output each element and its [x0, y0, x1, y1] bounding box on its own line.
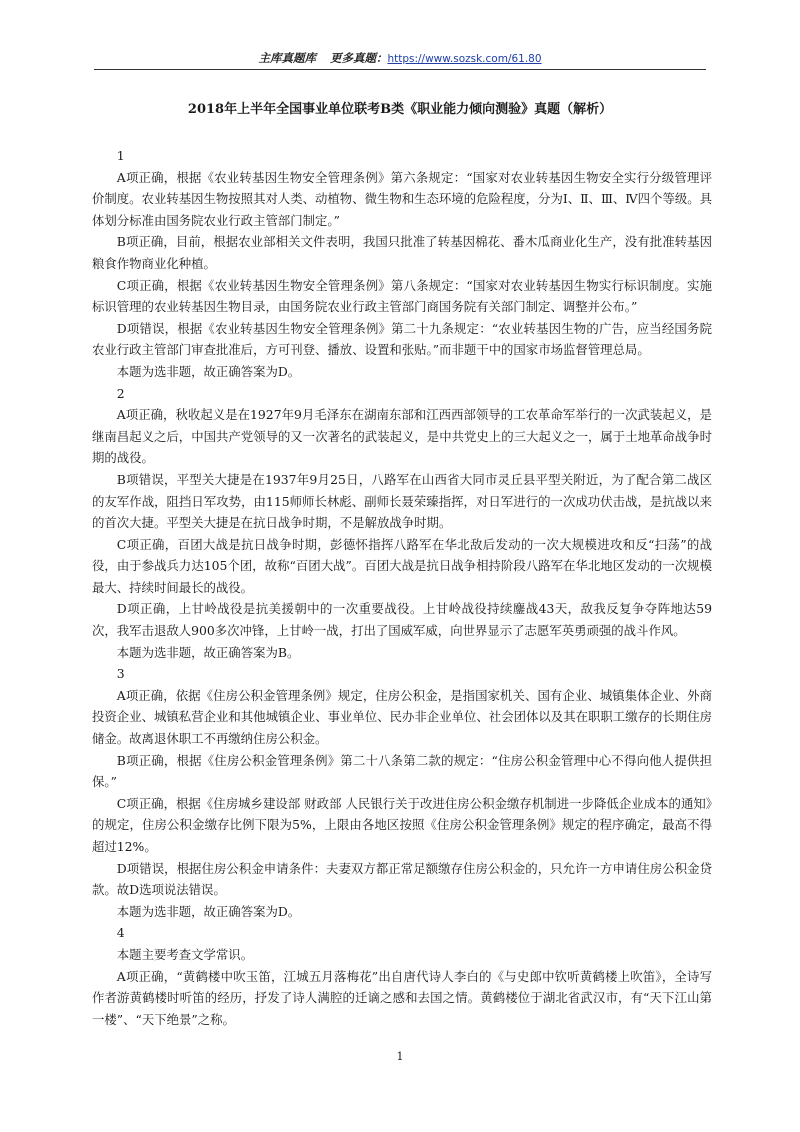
question-number: 1 — [116, 148, 125, 163]
answer-paragraph: D项正确，上甘岭战役是抗美援朝中的一次重要战役。上甘岭战役持续鏖战43天，敌我反复争夺阵地达59次，我军击退敌人900多次冲锋，上甘岭一战，打出了国威军威，向世界显示了志愿军英勇顽强的战斗作风。 — [92, 601, 712, 639]
answer-paragraph: A项正确，“黄鹤楼中吹玉笛，江城五月落梅花”出自唐代诗人李白的《与史郎中钦听黄鹤楼上吹笛》，全诗写作者游黄鹤楼时听笛的经历，抒发了诗人满腔的迁谪之感和去国之情。黄鹤楼位于湖北省武汉市，有“天下江山第一楼”、“天下绝景”之称。 — [92, 968, 712, 1027]
question-number: 2 — [116, 385, 125, 401]
answer-paragraph: B项正确，根据《住房公积金管理条例》第二十八条第二款的规定：“住房公积金管理中心不得向他人提供担保。” — [92, 752, 712, 790]
header-url-link[interactable]: https://www.sozsk.com/61.80 — [387, 53, 542, 65]
answer-paragraph: A项正确，根据《农业转基因生物安全管理条例》第六条规定：“国家对农业转基因生物安全实行分级管理评价制度。农业转基因生物按照其对人类、动植物、微生物和生态环境的危险程度，分为Ⅰ、Ⅱ、Ⅲ、Ⅳ四个等级。具体划分标准由国务院农业行政主管部门制定。” — [92, 169, 713, 228]
answer-conclusion: 本题为选非题，故正确答案为D。 — [116, 363, 301, 379]
header-prefix: 更多真题： — [329, 51, 388, 65]
answer-paragraph: C项正确，根据《住房城乡建设部 财政部 人民银行关于改进住房公积金缴存机制进一步降低企业成本的通知》的规定，住房公积金缴存比例下限为5%，上限由各地区按照《住房公积金管理条例》规定的程序确定，最高不得超过12%。 — [92, 795, 712, 854]
document-title: 2018年上半年全国事业单位联考B类《职业能力倾向测验》真题（解析） — [187, 102, 613, 117]
header-divider — [94, 69, 706, 70]
question-2 — [92, 383, 712, 664]
answer-paragraph: 本题主要考查文学常识。 — [116, 946, 254, 962]
answer-conclusion: 本题为选非题，故正确答案为B。 — [116, 644, 300, 660]
page-header — [94, 50, 706, 67]
answer-paragraph: C项正确，百团大战是抗日战争时期，彭德怀指挥八路军在华北敌后发动的一次大规模进攻和反“扫荡”的战役，由于参战兵力达105个团，故称“百团大战”。百团大战是抗日战争相持阶段八路军在华北地区发动的一次规模最大、持续时间最长的战役。 — [92, 536, 712, 595]
answer-conclusion: 本题为选非题，故正确答案为D。 — [116, 903, 301, 919]
question-4 — [92, 922, 712, 1030]
question-number: 3 — [116, 666, 125, 682]
answer-paragraph: C项正确，根据《农业转基因生物安全管理条例》第八条规定：“国家对农业转基因生物实行标识制度。实施标识管理的农业转基因生物目录，由国务院农业行政主管部门商国务院有关部门制定、调整并公布。” — [92, 277, 712, 315]
answer-paragraph: B项正确，目前，根据农业部相关文件表明，我国只批准了转基因棉花、番木瓜商业化生产，没有批准转基因粮食作物商业化种植。 — [92, 234, 712, 271]
answer-paragraph: A项正确，秋收起义是在1927年9月毛泽东在湖南东部和江西西部领导的工农革命军举行的一次武装起义，是继南昌起义之后，中国共产党领导的又一次著名的武装起义，是中共党史上的三大起义之一，属于土地革命战争时期的战役。 — [92, 407, 712, 466]
question-1 — [92, 145, 712, 383]
page-number: 1 — [396, 1050, 404, 1063]
header-brand: 主库真题库 — [258, 51, 316, 65]
question-number: 4 — [116, 925, 125, 941]
answer-paragraph: A项正确，依据《住房公积金管理条例》规定，住房公积金，是指国家机关、国有企业、城镇集体企业、外商投资企业、城镇私营企业和其他城镇企业、事业单位、民办非企业单位、社会团体以及其在职职工缴存的长期住房储金。故离退休职工不再缴纳住房公积金。 — [92, 687, 712, 747]
answer-paragraph: D项错误，根据《农业转基因生物安全管理条例》第二十九条规定：“农业转基因生物的广告，应当经国务院农业行政主管部门审查批准后，方可刊登、播放、设置和张贴。”而非题干中的国家市场监督管理总局。 — [92, 320, 712, 358]
answer-paragraph: B项错误，平型关大捷是在1937年9月25日，八路军在山西省大同市灵丘县平型关附近，为了配合第二战区的友军作战，阻挡日军攻势，由115师师长林彪、副师长聂荣臻指挥，对日军进行的一次成功伏击战，是抗战以来的首次大捷。平型关大捷是在抗日战争时期，不是解放战争时期。 — [92, 471, 712, 531]
question-3 — [92, 663, 712, 922]
document-body — [92, 145, 712, 1030]
answer-paragraph: D项错误，根据住房公积金申请条件：夫妻双方都正常足额缴存住房公积金的，只允许一方申请住房公积金贷款。故D选项说法错误。 — [92, 860, 712, 898]
